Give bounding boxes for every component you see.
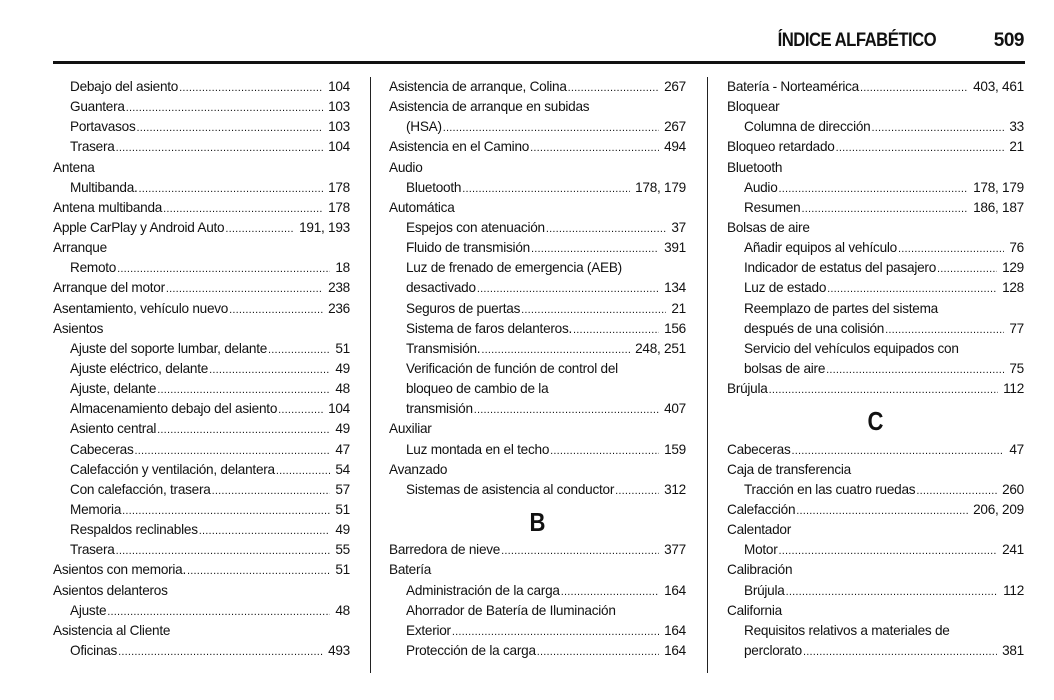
page-reference[interactable]: 21 bbox=[671, 300, 686, 316]
index-subentry bbox=[389, 359, 686, 379]
letter-heading: B bbox=[529, 506, 546, 537]
page-reference[interactable]: 403, 461 bbox=[973, 79, 1024, 94]
dot-leader bbox=[443, 117, 659, 137]
entry-text: Administración de la carga bbox=[406, 582, 560, 598]
entry-text: Servicio del vehículos equipados con bbox=[744, 340, 959, 356]
entry-text: Brújula bbox=[727, 381, 768, 397]
index-subentry bbox=[389, 178, 686, 198]
index-entry bbox=[53, 621, 350, 641]
page-reference[interactable]: 267 bbox=[664, 79, 686, 94]
entry-text: Guantera bbox=[70, 99, 125, 115]
entry-text: Reemplazo de partes del sistema bbox=[744, 300, 938, 316]
index-entry bbox=[727, 158, 1024, 178]
entry-text: Asistencia al Cliente bbox=[53, 622, 171, 638]
entry-text: desactivado bbox=[406, 280, 476, 296]
index-entry bbox=[53, 198, 350, 218]
entry-text: Trasera bbox=[70, 139, 115, 155]
index-entry bbox=[727, 440, 1024, 460]
entry-text: Columna de dirección bbox=[744, 119, 871, 135]
dot-leader bbox=[157, 379, 330, 399]
index-entry bbox=[389, 77, 686, 97]
dot-leader bbox=[212, 480, 331, 500]
page-reference[interactable]: 178, 179 bbox=[635, 179, 686, 195]
index-subentry bbox=[53, 379, 350, 399]
entry-text: Añadir equipos al vehículo bbox=[744, 240, 897, 256]
page-reference[interactable]: 51 bbox=[335, 501, 350, 517]
entry-text: Memoria bbox=[70, 501, 122, 517]
index-entry bbox=[389, 460, 686, 480]
entry-text: Luz montada en el techo bbox=[406, 441, 550, 457]
page-reference[interactable]: 178 bbox=[328, 179, 350, 195]
page-reference[interactable]: 377 bbox=[664, 542, 686, 558]
dot-leader bbox=[225, 218, 294, 238]
entry-text: bolsas de aire bbox=[744, 360, 826, 376]
dot-leader bbox=[179, 77, 323, 97]
index-subentry bbox=[727, 480, 1024, 500]
index-column-3 bbox=[727, 77, 1024, 661]
entry-text: Apple CarPlay y Android Auto bbox=[53, 219, 225, 235]
entry-text: Protección de la carga bbox=[406, 642, 536, 658]
index-subentry bbox=[727, 540, 1024, 560]
index-entry bbox=[53, 319, 350, 339]
dot-leader bbox=[871, 117, 1004, 137]
dot-leader bbox=[477, 278, 659, 298]
entry-text: Luz de estado bbox=[744, 280, 827, 296]
entry-text: Ajuste del soporte lumbar, delante bbox=[70, 340, 268, 356]
entry-text: Debajo del asiento bbox=[70, 79, 179, 94]
dot-leader bbox=[166, 278, 323, 298]
entry-text: Audio bbox=[744, 179, 778, 195]
page-reference[interactable]: 191, 193 bbox=[299, 219, 350, 235]
index-subentry bbox=[727, 258, 1024, 278]
page-reference[interactable]: 494 bbox=[664, 139, 686, 155]
index-entry bbox=[727, 601, 1024, 621]
index-subentry bbox=[389, 258, 686, 278]
dot-leader bbox=[801, 198, 968, 218]
entry-text: Automática bbox=[389, 199, 455, 215]
index-subentry bbox=[727, 278, 1024, 298]
page-reference[interactable]: 236 bbox=[328, 300, 350, 316]
dot-leader bbox=[615, 480, 659, 500]
index-subentry bbox=[389, 117, 686, 137]
index-entry bbox=[727, 379, 1024, 399]
index-subentry bbox=[53, 480, 350, 500]
page-reference[interactable]: 103 bbox=[328, 99, 350, 115]
dot-leader bbox=[199, 520, 331, 540]
entry-text: Asistencia de arranque en subidas bbox=[389, 99, 590, 115]
index-subentry bbox=[53, 117, 350, 137]
entry-text: Arranque bbox=[53, 240, 107, 256]
page-reference[interactable]: 55 bbox=[335, 542, 350, 558]
entry-text: Asistencia en el Camino bbox=[389, 139, 530, 155]
entry-text: Ahorrador de Batería de Iluminación bbox=[406, 602, 616, 618]
entry-text: Remoto bbox=[70, 260, 117, 276]
index-subentry bbox=[53, 601, 350, 621]
dot-leader bbox=[537, 641, 659, 661]
entry-text: Oficinas bbox=[70, 642, 118, 658]
entry-text: Calentador bbox=[727, 522, 792, 538]
entry-text: bloqueo de cambio de la bbox=[406, 381, 549, 397]
dot-leader bbox=[779, 178, 969, 198]
entry-text: Motor bbox=[744, 542, 778, 558]
dot-leader bbox=[796, 500, 968, 520]
index-column-1 bbox=[53, 77, 350, 661]
entry-text: Ajuste bbox=[70, 602, 107, 618]
entry-text: Asiento central bbox=[70, 421, 157, 437]
page-reference[interactable]: 104 bbox=[328, 79, 350, 94]
page-reference[interactable]: 164 bbox=[664, 622, 686, 638]
index-subentry bbox=[53, 440, 350, 460]
entry-text: Transmisión. bbox=[406, 340, 481, 356]
index-column-2 bbox=[389, 77, 686, 661]
page-reference[interactable]: 104 bbox=[328, 401, 350, 417]
page-reference[interactable]: 312 bbox=[664, 481, 686, 497]
entry-text: Indicador de estatus del pasajero bbox=[744, 260, 937, 276]
index-entry bbox=[53, 218, 350, 238]
page-reference[interactable]: 178, 179 bbox=[973, 179, 1024, 195]
index-subentry bbox=[727, 339, 1024, 359]
entry-text: Asientos bbox=[53, 320, 104, 336]
index-entry bbox=[389, 137, 686, 157]
page-reference[interactable]: 164 bbox=[664, 642, 686, 658]
dot-leader bbox=[117, 258, 330, 278]
index-subentry bbox=[53, 460, 350, 480]
index-subentry bbox=[53, 178, 350, 198]
index-entry bbox=[389, 540, 686, 560]
entry-text: Barredora de nieve bbox=[389, 542, 501, 558]
index-subentry bbox=[389, 278, 686, 298]
entry-text: Audio bbox=[389, 159, 423, 175]
index-entry bbox=[727, 500, 1024, 520]
entry-text: Calefacción bbox=[727, 501, 796, 517]
index-entry bbox=[727, 560, 1024, 580]
dot-leader bbox=[157, 419, 330, 439]
dot-leader bbox=[885, 319, 1004, 339]
dot-leader bbox=[550, 440, 659, 460]
entry-text: Ajuste eléctrico, delante bbox=[70, 360, 209, 376]
dot-leader bbox=[268, 339, 330, 359]
index-subentry bbox=[727, 581, 1024, 601]
entry-text: Asientos delanteros bbox=[53, 582, 168, 598]
index-subentry bbox=[389, 218, 686, 238]
page-reference[interactable]: 47 bbox=[1009, 441, 1024, 457]
index-entry bbox=[727, 97, 1024, 117]
entry-text: Bloqueo retardado bbox=[727, 139, 835, 155]
index-entry bbox=[53, 581, 350, 601]
index-subentry bbox=[389, 601, 686, 621]
entry-text: Asientos con memoria. bbox=[53, 562, 187, 578]
page-reference[interactable]: 47 bbox=[335, 441, 350, 457]
entry-text: Verificación de función de control del bbox=[406, 360, 618, 376]
index-subentry bbox=[53, 137, 350, 157]
entry-text: Asistencia de arranque, Colina bbox=[389, 79, 567, 94]
index-subentry bbox=[727, 319, 1024, 339]
entry-text: Requisitos relativos a materiales de bbox=[744, 622, 950, 638]
page-reference[interactable]: 267 bbox=[664, 119, 686, 135]
entry-text: Calefacción y ventilación, delantera bbox=[70, 461, 275, 477]
index-subentry bbox=[389, 319, 686, 339]
dot-leader bbox=[278, 399, 323, 419]
dot-leader bbox=[803, 641, 997, 661]
entry-text: Sistemas de asistencia al conductor bbox=[406, 481, 615, 497]
dot-leader bbox=[792, 440, 1005, 460]
entry-text: Auxiliar bbox=[389, 421, 432, 437]
dot-leader bbox=[452, 621, 659, 641]
index-entry bbox=[389, 158, 686, 178]
entry-text: Almacenamiento debajo del asiento bbox=[70, 401, 278, 417]
dot-leader bbox=[187, 560, 330, 580]
index-entry bbox=[727, 77, 1024, 97]
entry-text: Avanzado bbox=[389, 461, 448, 477]
page-reference[interactable]: 178 bbox=[328, 199, 350, 215]
entry-text: Cabeceras bbox=[70, 441, 134, 457]
index-entry bbox=[727, 460, 1024, 480]
dot-leader bbox=[546, 218, 667, 238]
index-subentry bbox=[727, 178, 1024, 198]
index-entry bbox=[53, 158, 350, 178]
page-reference[interactable]: 128 bbox=[1002, 280, 1024, 296]
page-reference[interactable]: 76 bbox=[1009, 240, 1024, 256]
page-reference[interactable]: 51 bbox=[335, 340, 350, 356]
dot-leader bbox=[116, 137, 323, 157]
page-reference[interactable]: 54 bbox=[335, 461, 350, 477]
entry-text: Luz de frenado de emergencia (AEB) bbox=[406, 260, 622, 276]
index-entry bbox=[727, 137, 1024, 157]
column-divider bbox=[370, 77, 371, 673]
index-subentry bbox=[53, 520, 350, 540]
dot-leader bbox=[836, 137, 1005, 157]
entry-text: Asentamiento, vehículo nuevo bbox=[53, 300, 229, 316]
entry-text: Fluido de transmisión bbox=[406, 240, 530, 256]
page-reference[interactable]: 381 bbox=[1002, 642, 1024, 658]
entry-text: después de una colisión bbox=[744, 320, 885, 336]
dot-leader bbox=[116, 540, 331, 560]
dot-leader bbox=[474, 399, 659, 419]
index-entry bbox=[53, 299, 350, 319]
page-reference[interactable]: 48 bbox=[335, 381, 350, 397]
dot-leader bbox=[786, 581, 999, 601]
page-reference[interactable]: 21 bbox=[1009, 139, 1024, 155]
entry-text: perclorato bbox=[744, 642, 802, 658]
page-reference[interactable]: 49 bbox=[335, 522, 350, 538]
page-reference[interactable]: 206, 209 bbox=[973, 501, 1024, 517]
entry-text: Sistema de faros delanteros. bbox=[406, 320, 573, 336]
index-subentry bbox=[389, 339, 686, 359]
index-subentry bbox=[53, 500, 350, 520]
page-reference[interactable]: 49 bbox=[335, 421, 350, 437]
page-reference[interactable]: 112 bbox=[1003, 381, 1024, 397]
page-reference[interactable]: 164 bbox=[664, 582, 686, 598]
index-subentry bbox=[389, 399, 686, 419]
dot-leader bbox=[827, 278, 997, 298]
dot-leader bbox=[276, 460, 331, 480]
index-subentry bbox=[727, 299, 1024, 319]
index-subentry bbox=[53, 258, 350, 278]
index-subentry bbox=[727, 198, 1024, 218]
page-reference[interactable]: 51 bbox=[335, 562, 350, 578]
page-reference[interactable]: 134 bbox=[664, 280, 686, 296]
index-subentry bbox=[727, 238, 1024, 258]
dot-leader bbox=[573, 319, 659, 339]
dot-leader bbox=[521, 299, 666, 319]
dot-leader bbox=[135, 440, 331, 460]
dot-leader bbox=[137, 117, 324, 137]
entry-text: Bolsas de aire bbox=[727, 219, 810, 235]
entry-text: Con calefacción, trasera bbox=[70, 481, 211, 497]
dot-leader bbox=[530, 137, 659, 157]
page-reference[interactable]: 75 bbox=[1009, 360, 1024, 376]
page-reference[interactable]: 103 bbox=[328, 119, 350, 135]
dot-leader bbox=[126, 97, 323, 117]
index-subentry bbox=[389, 299, 686, 319]
entry-text: California bbox=[727, 602, 782, 618]
entry-text: Tracción en las cuatro ruedas bbox=[744, 481, 916, 497]
page-reference[interactable]: 241 bbox=[1002, 542, 1024, 558]
entry-text: Portavasos bbox=[70, 119, 136, 135]
index-entry bbox=[727, 520, 1024, 540]
dot-leader bbox=[118, 641, 323, 661]
entry-text: Antena multibanda bbox=[53, 199, 163, 215]
index-entry bbox=[389, 560, 686, 580]
header-rule bbox=[53, 61, 1025, 64]
letter-heading: C bbox=[867, 406, 884, 437]
entry-text: Ajuste, delante bbox=[70, 381, 157, 397]
entry-text: Trasera bbox=[70, 542, 115, 558]
index-subentry bbox=[727, 359, 1024, 379]
entry-text: Brújula bbox=[744, 582, 785, 598]
entry-text: Bloquear bbox=[727, 99, 780, 115]
page-reference[interactable]: 33 bbox=[1009, 119, 1024, 135]
entry-text: Bluetooth bbox=[406, 179, 462, 195]
index-subentry bbox=[727, 641, 1024, 661]
index-subentry bbox=[53, 399, 350, 419]
dot-leader bbox=[107, 601, 330, 621]
entry-text: Respaldos reclinables bbox=[70, 522, 198, 538]
entry-text: Antena bbox=[53, 159, 95, 175]
dot-leader bbox=[779, 540, 998, 560]
index-entry bbox=[389, 97, 686, 117]
dot-leader bbox=[122, 500, 330, 520]
dot-leader bbox=[916, 480, 997, 500]
section-title: ÍNDICE ALFABÉTICO bbox=[777, 30, 936, 51]
page-reference[interactable]: 156 bbox=[664, 320, 686, 336]
page-number: 509 bbox=[993, 30, 1024, 51]
entry-text: Arranque del motor bbox=[53, 280, 165, 296]
dot-leader bbox=[229, 299, 323, 319]
dot-leader bbox=[209, 359, 330, 379]
page-reference[interactable]: 238 bbox=[328, 280, 350, 296]
page-reference[interactable]: 186, 187 bbox=[973, 199, 1024, 215]
page-reference[interactable]: 493 bbox=[328, 642, 350, 658]
index-subentry bbox=[389, 379, 686, 399]
page-reference[interactable]: 129 bbox=[1002, 260, 1024, 276]
index-subentry bbox=[53, 540, 350, 560]
page-reference[interactable]: 159 bbox=[664, 441, 686, 457]
entry-text: Bluetooth bbox=[727, 159, 783, 175]
dot-leader bbox=[163, 198, 323, 218]
page-reference[interactable]: 37 bbox=[671, 219, 686, 235]
index-entry bbox=[389, 198, 686, 218]
dot-leader bbox=[531, 238, 659, 258]
index-subentry bbox=[389, 581, 686, 601]
dot-leader bbox=[139, 178, 324, 198]
index-subentry bbox=[389, 440, 686, 460]
entry-text: Exterior bbox=[406, 622, 451, 638]
page-reference[interactable]: 49 bbox=[335, 360, 350, 376]
entry-text: Batería - Norteamérica bbox=[727, 79, 859, 94]
entry-text: (HSA) bbox=[406, 119, 442, 135]
index-subentry bbox=[53, 359, 350, 379]
entry-text: Multibanda. bbox=[70, 179, 138, 195]
index-subentry bbox=[53, 97, 350, 117]
page-reference[interactable]: 112 bbox=[1003, 582, 1024, 598]
page-reference[interactable]: 18 bbox=[335, 260, 350, 276]
index-subentry bbox=[727, 621, 1024, 641]
entry-text: transmisión bbox=[406, 401, 473, 417]
entry-text: Calibración bbox=[727, 562, 793, 578]
page-reference[interactable]: 260 bbox=[1002, 481, 1024, 497]
entry-text: Batería bbox=[389, 562, 432, 578]
index-subentry bbox=[53, 641, 350, 661]
page-reference[interactable]: 407 bbox=[664, 401, 686, 417]
entry-text: Seguros de puertas bbox=[406, 300, 521, 316]
entry-text: Resumen bbox=[744, 199, 801, 215]
index-subentry bbox=[389, 641, 686, 661]
dot-leader bbox=[826, 359, 1004, 379]
entry-text: Cabeceras bbox=[727, 441, 791, 457]
dot-leader bbox=[568, 77, 659, 97]
index-entry bbox=[53, 238, 350, 258]
dot-leader bbox=[769, 379, 999, 399]
column-divider bbox=[707, 77, 708, 673]
page-reference[interactable]: 104 bbox=[328, 139, 350, 155]
index-subentry bbox=[389, 480, 686, 500]
page-reference[interactable]: 48 bbox=[335, 602, 350, 618]
index-subentry bbox=[53, 77, 350, 97]
dot-leader bbox=[860, 77, 968, 97]
dot-leader bbox=[462, 178, 630, 198]
index-entry bbox=[53, 278, 350, 298]
index-subentry bbox=[389, 238, 686, 258]
index-subentry bbox=[389, 621, 686, 641]
index-entry bbox=[727, 218, 1024, 238]
page-reference[interactable]: 248, 251 bbox=[635, 340, 686, 356]
dot-leader bbox=[501, 540, 659, 560]
dot-leader bbox=[898, 238, 1004, 258]
page-reference[interactable]: 57 bbox=[335, 481, 350, 497]
dot-leader bbox=[937, 258, 997, 278]
entry-text: Caja de transferencia bbox=[727, 461, 851, 477]
dot-leader bbox=[561, 581, 659, 601]
entry-text: Espejos con atenuación bbox=[406, 219, 545, 235]
index-subentry bbox=[53, 419, 350, 439]
page-reference[interactable]: 391 bbox=[664, 240, 686, 256]
index-subentry bbox=[727, 117, 1024, 137]
page-reference[interactable]: 77 bbox=[1009, 320, 1024, 336]
index-entry bbox=[389, 419, 686, 439]
index-entry bbox=[53, 560, 350, 580]
dot-leader bbox=[481, 339, 630, 359]
index-subentry bbox=[53, 339, 350, 359]
